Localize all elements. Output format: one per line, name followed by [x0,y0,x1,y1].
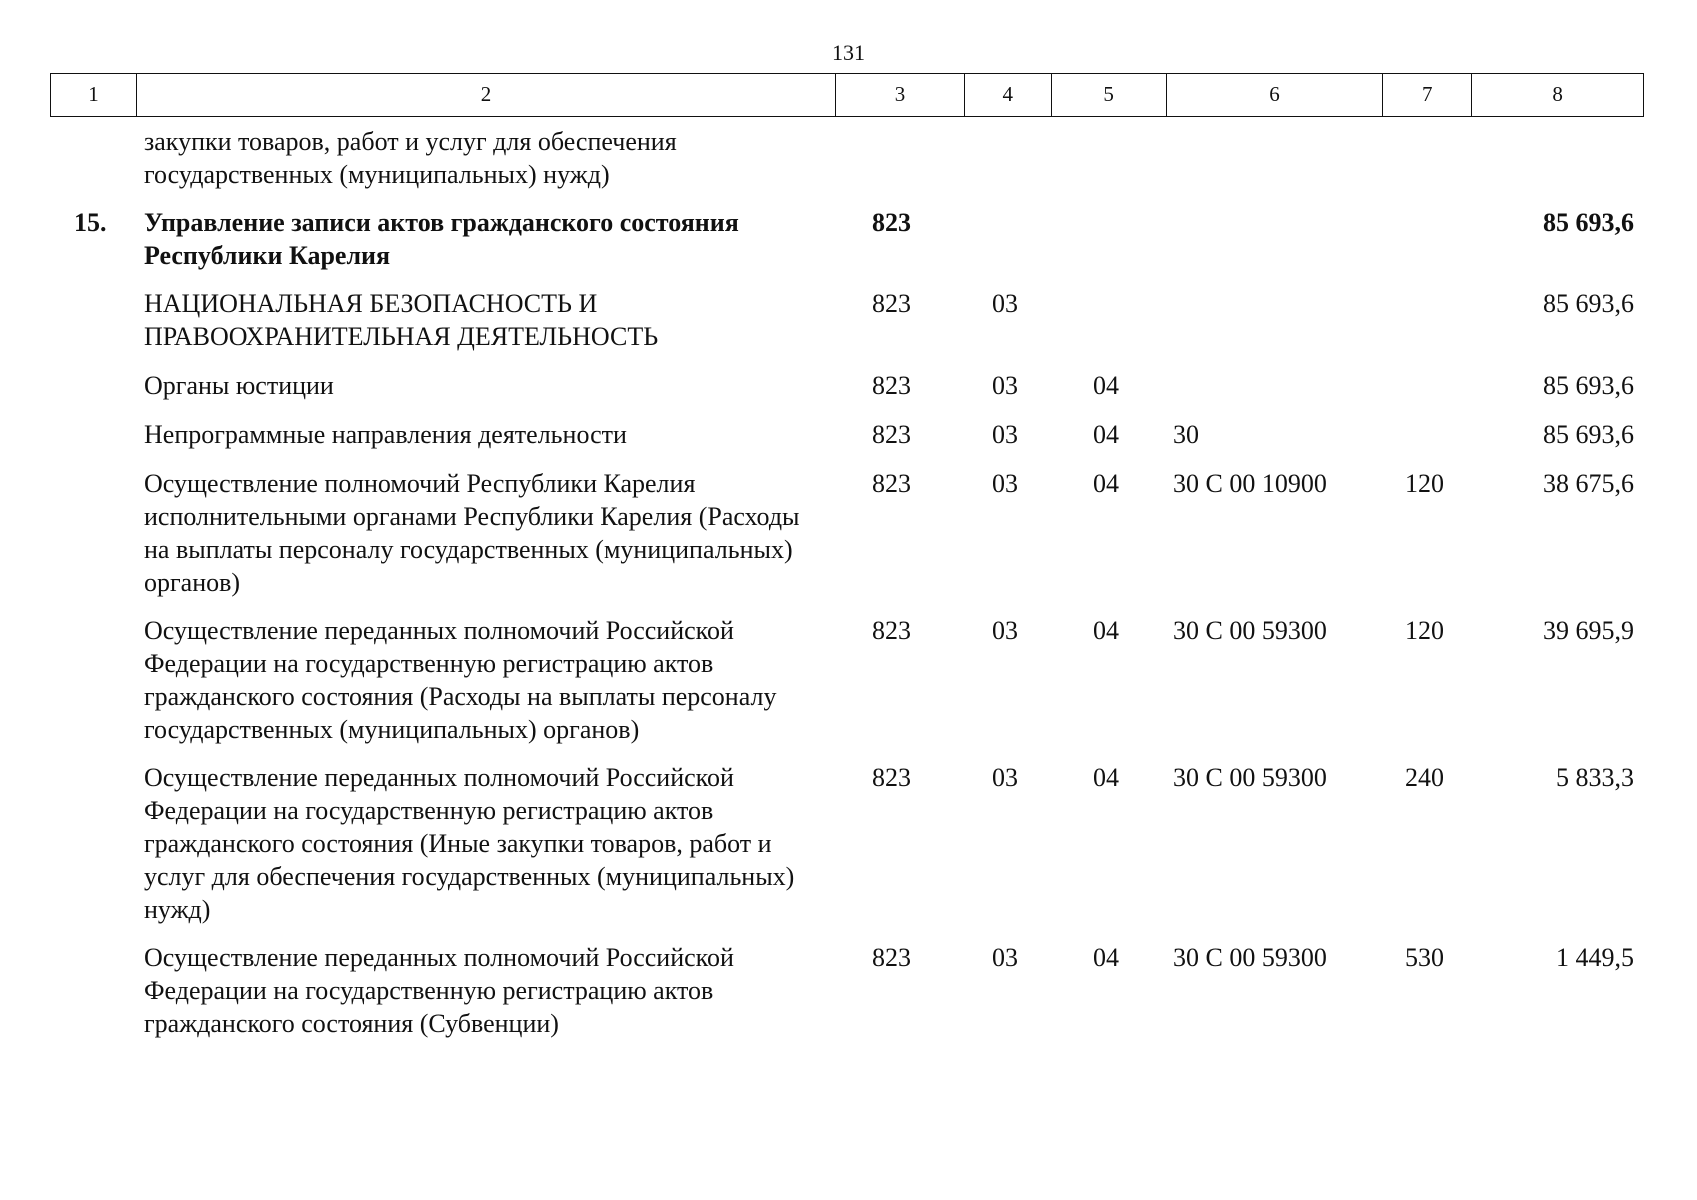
row-name: закупки товаров, работ и услуг для обеспечения государственных (муниципальных) нужд) [144,127,677,189]
row-col-8: 85 693,6 [1543,420,1634,449]
row-col-4: 03 [992,616,1018,645]
row-col-6: 30 С 00 59300 [1173,763,1327,792]
row-col-5: 04 [1093,420,1119,449]
row-col-5: 04 [1093,371,1119,400]
row-col-6: 30 С 00 10900 [1173,469,1327,498]
row-col-8: 85 693,6 [1543,371,1634,400]
row-col-8: 38 675,6 [1543,469,1634,498]
row-col-5: 04 [1093,943,1119,972]
row-name: НАЦИОНАЛЬНАЯ БЕЗОПАСНОСТЬ И ПРАВООХРАНИТЕЛЬНАЯ ДЕЯТЕЛЬНОСТЬ [144,289,659,351]
row-col-6: 30 С 00 59300 [1173,943,1327,972]
page-number: 131 [832,40,865,65]
row-col-4: 03 [992,943,1018,972]
row-col-3: 823 [872,420,911,449]
row-col-4: 03 [992,420,1018,449]
row-name: Осуществление переданных полномочий Российской Федерации на государственную регистрацию актов гражданского состояния (Иные закупки товаров, работ и услуг для обеспечения государственных (муниципальных) нужд) [144,763,795,924]
row-col-3: 823 [872,371,911,400]
row-col-3: 823 [872,469,911,498]
header-col-6: 6 [1167,74,1384,116]
row-col-3: 823 [872,763,911,792]
row-col-6: 30 С 00 59300 [1173,616,1327,645]
header-col-4: 4 [965,74,1052,116]
row-col-8: 1 449,5 [1556,943,1634,972]
row-col-6: 30 [1173,420,1199,449]
row-col-3: 823 [872,289,911,318]
header-col-7: 7 [1383,74,1472,116]
row-col-7: 530 [1405,943,1444,972]
row-col-4: 03 [992,371,1018,400]
row-name: Управление записи актов гражданского состояния Республики Карелия [144,208,739,270]
row-col-8: 39 695,9 [1543,616,1634,645]
header-col-2: 2 [137,74,836,116]
row-col-5: 04 [1093,616,1119,645]
header-col-3: 3 [836,74,965,116]
header-col-8: 8 [1552,82,1563,106]
row-number: 15. [74,208,107,237]
row-col-8: 5 833,3 [1556,763,1634,792]
column-number-header [50,73,1644,117]
row-col-3: 823 [872,616,911,645]
row-col-8: 85 693,6 [1543,289,1634,318]
row-name: Осуществление переданных полномочий Российской Федерации на государственную регистрацию актов гражданского состояния (Субвенции) [144,943,734,1038]
row-col-8: 85 693,6 [1543,208,1634,237]
row-col-4: 03 [992,469,1018,498]
row-name: Органы юстиции [144,371,334,400]
row-col-7: 120 [1405,469,1444,498]
row-col-4: 03 [992,763,1018,792]
row-col-5: 04 [1093,763,1119,792]
row-col-7: 240 [1405,763,1444,792]
row-col-5: 04 [1093,469,1119,498]
header-col-1: 1 [51,74,137,116]
header-col-5: 5 [1052,74,1167,116]
row-name: Непрограммные направления деятельности [144,420,627,449]
row-col-7: 120 [1405,616,1444,645]
row-name: Осуществление переданных полномочий Российской Федерации на государственную регистрацию актов гражданского состояния (Расходы на выплаты персоналу государственных (муниципальных) органов) [144,616,777,744]
row-col-3: 823 [872,943,911,972]
row-col-3: 823 [872,208,911,237]
row-col-4: 03 [992,289,1018,318]
row-name: Осуществление полномочий Республики Карелия исполнительными органами Республики Карелия (Расходы на выплаты персоналу государственных (муниципальных) органов) [144,469,800,597]
